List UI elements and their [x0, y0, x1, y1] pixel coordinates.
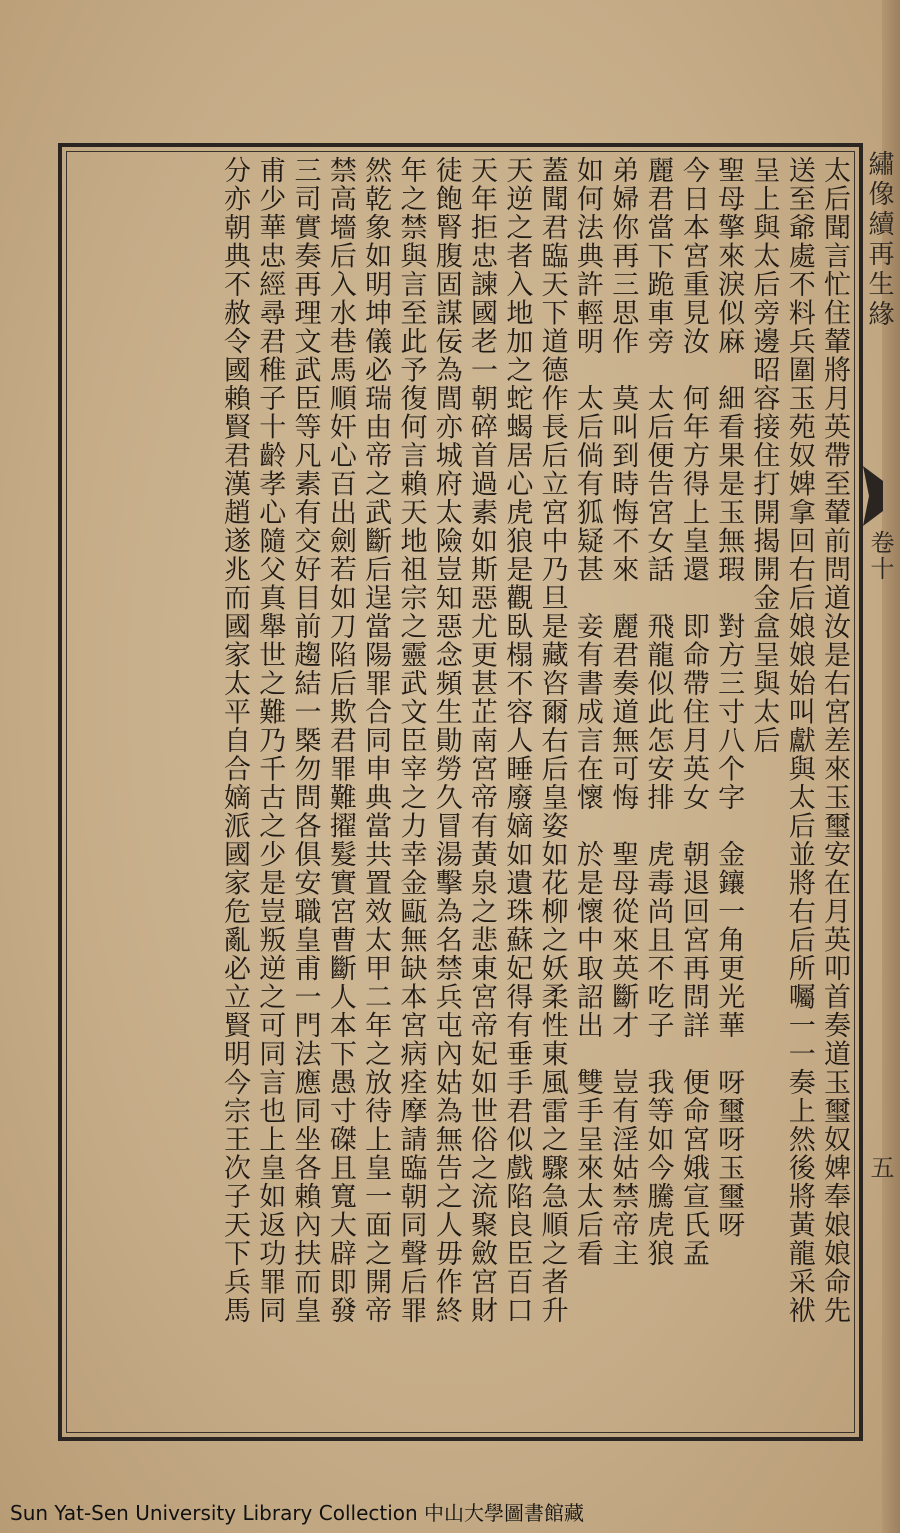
text-column: 送至爺處不料兵圍玉苑奴婢拿回右后娘娘始叫獻與太后並將右后所囑一一奏上然後將黃龍采袱	[783, 156, 815, 1325]
text-column: 呈上與太后旁邊昭容接住打開揭開金盒呈與太后	[748, 156, 780, 755]
text-column: 徒飽腎腹固謀佞為閭亦城府太險豈知惡念頻生勛勞久冒湯擊為名禁兵屯內姑為無告之人毋作終	[430, 156, 462, 1325]
text-column: 年之禁與言至此予復何言賴天地祖宗之靈武文臣宰之力幸金甌無缺本宮病痊摩請臨朝同聲后罪	[395, 156, 427, 1325]
text-column: 然乾象如明坤儀必瑞由帝之武斷后逞當陽罪合同申典當共置效太甲二年之放待上皇一面之開帝	[360, 156, 392, 1325]
margin-book-title: 繡像續再生緣	[864, 150, 894, 330]
text-column: 禁高墻后入水巷馬順奸心百出劍若如刀陷后欺君罪難擢髮實宮曹斷人本下愚寸磔且寬大辟即發	[324, 156, 356, 1325]
text-column: 太后聞言忙住輦將月英帶至輦前問道汝是右宮差來玉璽安在月英叩首奏道玉璽奴婢奉娘娘命先	[819, 156, 850, 1325]
text-column: 三司實奏再理文武臣等凡素有交好目前趨結一槩勿問各俱安職皇甫一門法應同坐各賴內扶而皇	[289, 156, 321, 1325]
text-column: 分亦朝典不赦令國賴賢君漢趙遂兆而國家太平自合嫡派國家危亂必立賢明今宗王次子天下兵馬	[218, 156, 250, 1325]
text-column: 天年拒忠諫國老一朝碎首過素如斯惡尤更甚芷南宮帝有黃泉之悲東宮帝妃如世俗之流聚斂宮財	[466, 156, 498, 1325]
text-column: 聖母擎來淚似麻 細看果是玉無瑕 對方三寸八个字 金鑲一角更光華 呀璽呀玉璽呀	[713, 156, 745, 1239]
margin-page-number: 五	[866, 1155, 894, 1179]
text-column: 如何法典許輕明 太后倘有狐疑甚 妾有書成言在懷 於是懷中取詔出 雙手呈來太后看	[571, 156, 603, 1268]
margin-chapter-label: 卷十	[866, 530, 894, 582]
text-column: 麗君當下跪車旁 太后便告宮女話 飛龍似此怎安排 虎毒尚且不吃子 我等如今騰虎狼	[642, 156, 674, 1268]
text-column: 蓋聞君臨天下道德作長后立宮中乃旦是藏咨爾右后皇姿如花柳之妖柔性東風雷之驟急順之者升	[536, 156, 568, 1325]
text-column: 弟婦你再三思作 莫叫到時悔不來 麗君奏道無可悔 聖母從來英斷才 豈有淫姑禁帝主	[607, 156, 639, 1268]
library-watermark-caption: Sun Yat-Sen University Library Collection 中山大學圖書館藏	[10, 1501, 585, 1525]
text-column: 今日本宮重見汝 何年方得上皇還 即命帶住月英女 朝退回宮再問詳 便命宮娥宣氏孟	[677, 156, 709, 1268]
text-column: 甫少華忠經尋君稚子十齡孝心隨父真舉世之難乃千古之少是豈叛逆之可同言也上皇如返功罪同	[254, 156, 286, 1325]
text-columns	[74, 156, 852, 1428]
text-column: 天逆之者入地加之蛇蝎居心虎狼是觀臥榻不容人睡廢嫡如遺珠蘇妃得有垂手君似戲陷良臣百口	[501, 156, 533, 1325]
